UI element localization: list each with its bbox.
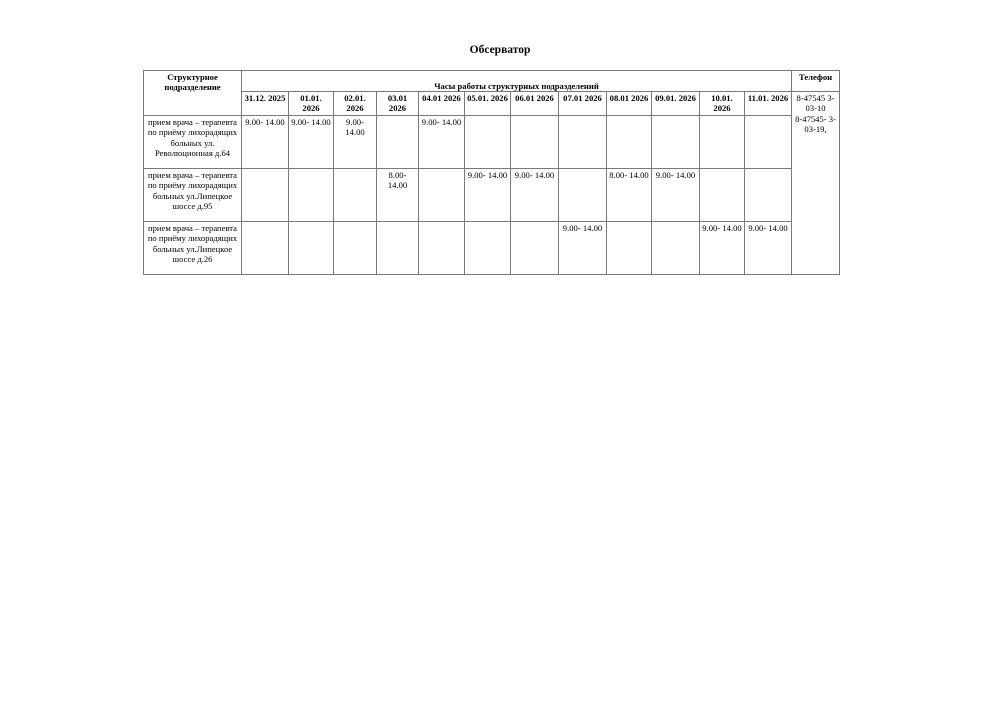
hours-cell	[377, 221, 419, 274]
hours-cell	[377, 115, 419, 168]
table-header-row	[144, 71, 840, 92]
hours-cell	[700, 168, 745, 221]
date-header-cell: 07.01 2026	[559, 92, 607, 116]
hours-cell	[289, 168, 334, 221]
hours-cell	[242, 221, 289, 274]
hours-cell	[419, 168, 465, 221]
hours-cell	[419, 221, 465, 274]
date-header-cell: 31.12. 2025	[242, 92, 289, 116]
hours-cell: 9.00- 14.00	[465, 168, 511, 221]
phone-number: 8-47545- 3-03-19,	[795, 113, 836, 135]
hours-cell	[652, 221, 700, 274]
hours-cell: 8.00- 14.00	[377, 168, 419, 221]
hours-cell: 9.00- 14.00	[289, 115, 334, 168]
hours-cell	[511, 115, 559, 168]
date-header-cell: 03.01 2026	[377, 92, 419, 116]
hours-cell: 9.00- 14.00	[745, 221, 792, 274]
hours-cell: 9.00- 14.00	[334, 115, 377, 168]
hours-cell: 8.00- 14.00	[607, 168, 652, 221]
date-header-cell: 08.01 2026	[607, 92, 652, 116]
date-header-cell: 11.01. 2026	[745, 92, 792, 116]
phone-column-header: Телефон	[792, 71, 840, 92]
hours-cell	[289, 221, 334, 274]
table-row	[144, 115, 840, 168]
hours-cell	[559, 115, 607, 168]
hours-cell	[334, 168, 377, 221]
hours-cell: 9.00- 14.00	[652, 168, 700, 221]
schedule-table	[143, 70, 840, 275]
hours-cell: 9.00- 14.00	[700, 221, 745, 274]
hours-column-header: Часы работы структурных подразделений	[242, 71, 792, 92]
hours-cell	[511, 221, 559, 274]
hours-cell	[559, 168, 607, 221]
hours-cell	[607, 221, 652, 274]
hours-cell	[700, 115, 745, 168]
unit-column-header: Структурное подразделение	[144, 71, 242, 116]
date-header-cell: 06.01 2026	[511, 92, 559, 116]
hours-cell	[745, 115, 792, 168]
phone-number: 8-47545 3-03-10	[796, 93, 835, 114]
hours-cell	[607, 115, 652, 168]
hours-cell: 9.00- 14.00	[242, 115, 289, 168]
unit-cell: прием врача – терапевта по приёму лихорадящих больных ул.Липецкое шоссе д.95	[144, 168, 242, 221]
hours-cell	[334, 221, 377, 274]
date-header-cell: 02.01. 2026	[334, 92, 377, 116]
date-header-row	[144, 92, 840, 116]
hours-cell	[745, 168, 792, 221]
table-row	[144, 168, 840, 221]
unit-cell: прием врача – терапевта по приёму лихорадящих больных ул. Революционная д.64	[144, 115, 242, 168]
date-header-cell: 10.01. 2026	[700, 92, 745, 116]
date-header-cell: 09.01. 2026	[652, 92, 700, 116]
hours-cell: 9.00- 14.00	[559, 221, 607, 274]
hours-cell: 9.00- 14.00	[511, 168, 559, 221]
unit-cell: прием врача – терапевта по приёму лихорадящих больных ул.Липецкое шоссе д.26	[144, 221, 242, 274]
table-row	[144, 221, 840, 274]
hours-cell	[652, 115, 700, 168]
phone-cell	[792, 92, 840, 275]
hours-cell	[242, 168, 289, 221]
hours-cell	[465, 115, 511, 168]
date-header-cell: 04.01 2026	[419, 92, 465, 116]
hours-cell	[465, 221, 511, 274]
hours-cell: 9.00- 14.00	[419, 115, 465, 168]
date-header-cell: 01.01. 2026	[289, 92, 334, 116]
date-header-cell: 05.01. 2026	[465, 92, 511, 116]
document-title: Обсерватор	[469, 44, 531, 56]
